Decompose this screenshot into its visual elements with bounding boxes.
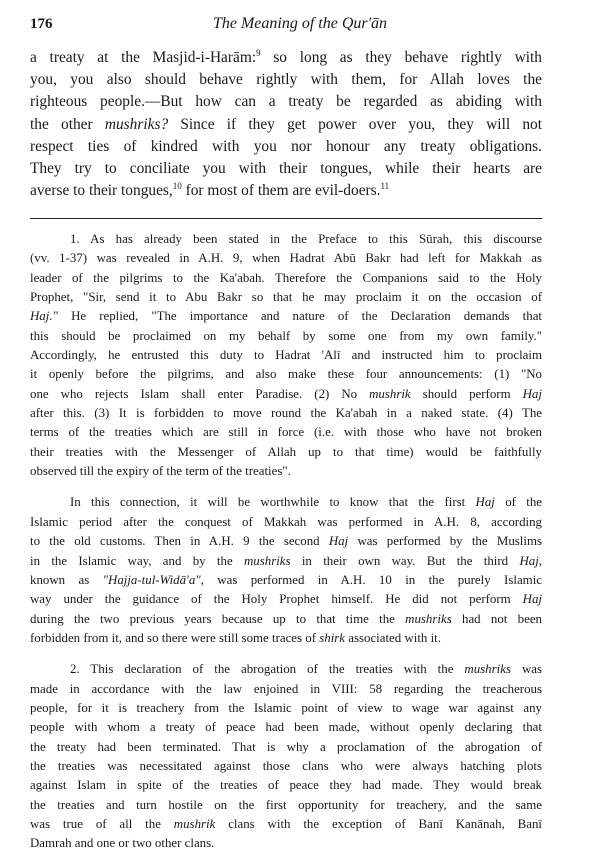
- text-run: to the old customs. Then in A.H. 9 the second: [30, 534, 329, 549]
- text-run: against Islam in spite of the treaties of peace they had made. They would break: [30, 778, 542, 793]
- text-run: Since if they get power over you, they will not: [168, 115, 542, 133]
- text-run: associated with it.: [345, 630, 441, 645]
- text-run: had not been: [451, 611, 542, 626]
- text-run: known as: [30, 572, 103, 587]
- footnote-marker: 10: [172, 181, 182, 192]
- italic-term: shirk: [319, 630, 346, 645]
- italic-term: mushriks?: [104, 115, 169, 133]
- text-run: 1. As has already been stated in the Preface to this Sūrah, this discourse: [70, 232, 542, 246]
- text-line: [30, 590, 542, 609]
- text-run: in their own way. But the third: [290, 553, 520, 568]
- text-line: [30, 423, 542, 442]
- text-line: [30, 230, 542, 249]
- text-line: [30, 404, 542, 423]
- text-line: [30, 114, 542, 136]
- text-run: He replied, "The importance and nature of the Declaration demands that: [57, 309, 542, 324]
- italic-term: mushrik: [173, 816, 216, 831]
- footnote-marker: 11: [380, 181, 390, 192]
- text-line: [30, 69, 542, 91]
- text-run: They try to conciliate you with their tongues, while their hearts are: [30, 160, 542, 178]
- text-line: [30, 815, 542, 834]
- text-run: averse to their tongues,: [30, 182, 173, 200]
- text-line: [30, 757, 542, 776]
- text-line: [30, 365, 542, 384]
- text-run: Damrah and one or two other clans.: [30, 836, 215, 851]
- text-run: In this connection, it will be worthwhile to know that the first: [70, 495, 476, 510]
- text-line: [30, 346, 542, 365]
- text-line: [30, 834, 542, 853]
- text-run: (vv. 1-37) was revealed in A.H. 9, when Hadrat Abū Bakr had left for Makkah as: [30, 251, 542, 266]
- italic-term: Haj: [522, 386, 542, 401]
- italic-term: mushriks: [464, 662, 511, 677]
- text-run: respect ties of kindred with you nor honour any treaty obligations.: [30, 137, 542, 155]
- text-run: it openly before the pilgrims, and also make these four announcements: (1) "No: [30, 367, 542, 382]
- text-line: [30, 680, 542, 699]
- text-run: during the two previous years because up to that time the: [30, 611, 406, 626]
- text-line: [30, 610, 542, 629]
- text-run: Prophet, "Sir, send it to Abu Bakr so that he may proclaim it on the occasion of: [30, 290, 542, 305]
- text-run: after this. (3) It is forbidden to move round the Ka'abah in a naked state. (4) The: [30, 406, 542, 421]
- text-line: [30, 796, 542, 815]
- italic-term: Haj: [522, 592, 542, 607]
- text-line: [30, 738, 542, 757]
- text-run: the treaty had been terminated. That is why a proclamation of the abrogation of: [30, 739, 542, 754]
- text-line: [30, 718, 542, 737]
- text-run: one who rejects Islam shall enter Paradise. (2) No: [30, 386, 370, 401]
- text-line: [30, 91, 542, 113]
- text-run: in the Islamic way, and by the: [30, 553, 244, 568]
- text-run: a treaty at the Masjid-i-Harām:: [30, 49, 257, 66]
- text-run: Islamic period after the conquest of Makkah was performed in A.H. 8, according: [30, 514, 542, 529]
- italic-term: Haj.": [30, 309, 58, 324]
- text-run: was: [510, 662, 542, 677]
- text-line: [30, 513, 542, 532]
- text-run: Accordingly, he entrusted this duty to Hadrat 'Alī and instructed him to proclaim: [30, 348, 542, 363]
- text-run: you, you also should behave rightly with them, for Allah loves the: [30, 71, 542, 89]
- text-run: the treaties was necessitated against those clans who were always hatching plots: [30, 758, 542, 773]
- text-line: [30, 532, 542, 551]
- text-run: of the: [494, 495, 543, 510]
- text-run: for most of them are evil-doers.: [181, 182, 381, 200]
- text-run: was performed by the Muslims: [348, 534, 542, 549]
- text-line: [30, 180, 542, 202]
- text-run: was true of all the: [30, 816, 174, 831]
- text-run: their treaties with the Messenger of Allah up to that time) would be faithfully: [30, 444, 542, 459]
- footnotes: [30, 230, 542, 866]
- footnote-marker: 9: [256, 47, 261, 58]
- italic-term: mushrik: [369, 386, 411, 401]
- text-run: so long as they behave rightly with: [260, 49, 542, 66]
- footnote-paragraph: [30, 660, 542, 853]
- text-line: [30, 385, 542, 404]
- text-line: [30, 699, 542, 718]
- footnote-paragraph: [30, 493, 542, 648]
- text-run: was performed in A.H. 10 in the purely Islamic: [203, 572, 542, 587]
- text-run: the other: [30, 115, 105, 133]
- text-line: [30, 47, 542, 69]
- text-line: [30, 307, 542, 326]
- text-run: this should be proclaimed on my behalf by some one from my own family.": [30, 328, 542, 343]
- text-run: people with whom a treaty of peace had been made, without openly declaring that: [30, 720, 542, 735]
- text-line: [30, 552, 542, 571]
- text-line: [30, 776, 542, 795]
- text-line: [30, 493, 542, 512]
- text-run: made in accordance with the law enjoined in VIII: 58 regarding the treacherous: [30, 681, 542, 696]
- page-number: 176: [30, 16, 53, 32]
- text-line: [30, 629, 542, 648]
- text-line: [30, 327, 542, 346]
- text-line: [30, 443, 542, 462]
- main-text: [30, 47, 542, 202]
- text-line: [30, 269, 542, 288]
- text-run: terms of the treaties which are still in force (i.e. with those who have not broken: [30, 425, 542, 440]
- text-run: clans with the exception of Banī Kanānah, Banī: [215, 816, 542, 831]
- text-line: [30, 462, 542, 481]
- text-line: [30, 571, 542, 590]
- text-run: observed till the expiry of the term of the treaties".: [30, 464, 291, 479]
- text-run: way under the guidance of the Holy Prophet himself. He did not perform: [30, 592, 523, 607]
- running-head: The Meaning of the Qur'ān: [212, 15, 388, 32]
- text-run: should perform: [410, 386, 523, 401]
- italic-term: "Hajja-tul-Widā'a",: [102, 572, 204, 587]
- text-run: 2. This declaration of the abrogation of the treaties with the: [70, 662, 465, 677]
- italic-term: Haj,: [519, 553, 542, 568]
- text-run: righteous people.—But how can a treaty be regarded as abiding with: [30, 93, 542, 111]
- text-run: forbidden from it, and so there were still some traces of: [30, 630, 320, 645]
- text-run: leader of the pilgrims to the Ka'abah. Therefore the Companions said to the Holy: [30, 270, 542, 285]
- text-line: [30, 660, 542, 679]
- italic-term: Haj: [475, 495, 495, 510]
- text-run: people, for it is treachery from the Islamic point of view to wage war against any: [30, 700, 542, 715]
- footnote-divider: [30, 218, 542, 219]
- text-line: [30, 136, 542, 158]
- italic-term: mushriks: [243, 553, 291, 568]
- text-run: the treaties and turn hostile on the first opportunity for treachery, and the same: [30, 797, 542, 812]
- text-line: [30, 249, 542, 268]
- italic-term: Haj: [328, 534, 349, 549]
- text-line: [30, 288, 542, 307]
- italic-term: mushriks: [405, 611, 452, 626]
- footnote-paragraph: [30, 230, 542, 481]
- text-line: [30, 158, 542, 180]
